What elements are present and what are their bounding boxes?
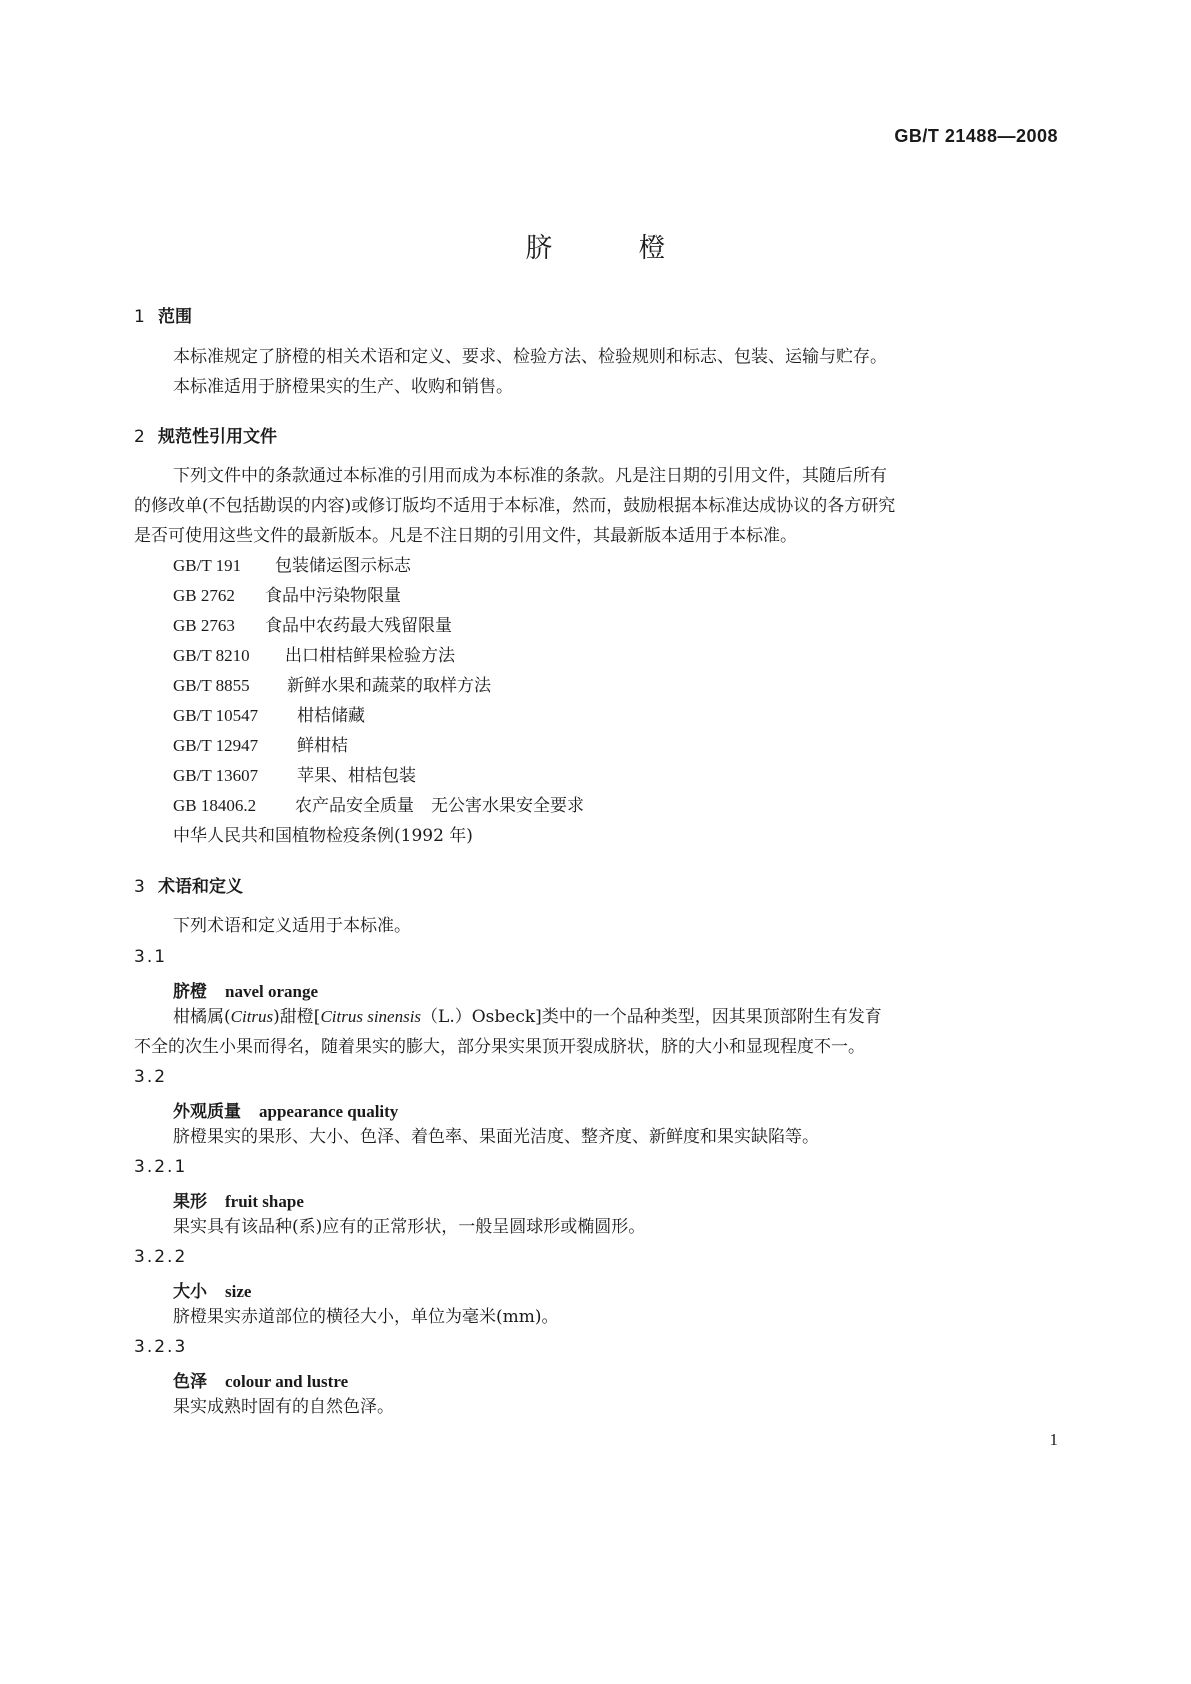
section-1-para-1: 本标准规定了脐橙的相关术语和定义、要求、检验方法、检验规则和标志、包装、运输与贮存。	[173, 347, 887, 367]
term-heading: 外观质量 appearance quality	[173, 1102, 399, 1122]
regulation-item: 中华人民共和国植物检疫条例(1992 年)	[173, 826, 473, 846]
standard-number: GB/T 21488—2008	[894, 126, 1058, 146]
reference-item: GB/T 12947 鲜柑桔	[173, 736, 348, 756]
reference-item: GB 2762 食品中污染物限量	[173, 586, 401, 606]
term-definition: 脐橙果实赤道部位的横径大小，单位为毫米(mm)。	[173, 1307, 559, 1327]
section-3-heading: 3 术语和定义	[134, 877, 243, 897]
term-number: 3.2.2	[134, 1247, 188, 1267]
term-number: 3.2	[134, 1067, 168, 1087]
term-heading: 果形 fruit shape	[173, 1192, 304, 1212]
term-heading: 色泽 colour and lustre	[173, 1372, 349, 1392]
reference-item: GB/T 10547 柑桔储藏	[173, 706, 365, 726]
page-number: 1	[1049, 1430, 1058, 1449]
term-definition: 果实成熟时固有的自然色泽。	[173, 1397, 394, 1417]
term-heading: 脐橙 navel orange	[173, 982, 319, 1002]
term-definition: 果实具有该品种(系)应有的正常形状，一般呈圆球形或椭圆形。	[173, 1217, 646, 1237]
reference-item: GB/T 13607 苹果、柑桔包装	[173, 766, 416, 786]
reference-item: GB 2763 食品中农药最大残留限量	[173, 616, 452, 636]
reference-item: GB/T 191 包装储运图示标志	[173, 556, 411, 576]
reference-item: GB 18406.2 农产品安全质量 无公害水果安全要求	[173, 796, 584, 816]
section-1-para-2: 本标准适用于脐橙果实的生产、收购和销售。	[173, 377, 513, 397]
term-definition: 脐橙果实的果形、大小、色泽、着色率、果面光洁度、整齐度、新鲜度和果实缺陷等。	[173, 1127, 819, 1147]
section-2-intro-line-3: 是否可使用这些文件的最新版本。凡是不注日期的引用文件，其最新版本适用于本标准。	[134, 526, 797, 546]
term-number: 3.2.1	[134, 1157, 188, 1177]
term-definition-line-1: 柑橘属(Citrus)甜橙[Citrus sinensis（L.）Osbeck]类中的一个品种类型，因其果顶部附生有发育	[173, 1007, 882, 1027]
term-number: 3.1	[134, 947, 168, 967]
section-2-heading: 2 规范性引用文件	[134, 427, 277, 447]
term-number: 3.2.3	[134, 1337, 188, 1357]
section-3-intro: 下列术语和定义适用于本标准。	[173, 916, 411, 936]
section-2-intro-line-1: 下列文件中的条款通过本标准的引用而成为本标准的条款。凡是注日期的引用文件，其随后所有	[173, 466, 887, 486]
section-2-intro-line-2: 的修改单(不包括勘误的内容)或修订版均不适用于本标准，然而，鼓励根据本标准达成协议的各方研究	[134, 496, 896, 516]
reference-item: GB/T 8210 出口柑桔鲜果检验方法	[173, 646, 455, 666]
term-heading: 大小 size	[173, 1282, 252, 1302]
page-title	[0, 226, 1191, 265]
title-char-2: 橙	[638, 233, 666, 264]
title-char-1: 脐	[525, 233, 553, 264]
reference-item: GB/T 8855 新鲜水果和蔬菜的取样方法	[173, 676, 491, 696]
section-1-heading: 1 范围	[134, 307, 192, 327]
term-definition-line-2: 不全的次生小果而得名，随着果实的膨大，部分果实果顶开裂成脐状，脐的大小和显现程度不一。	[134, 1037, 865, 1057]
